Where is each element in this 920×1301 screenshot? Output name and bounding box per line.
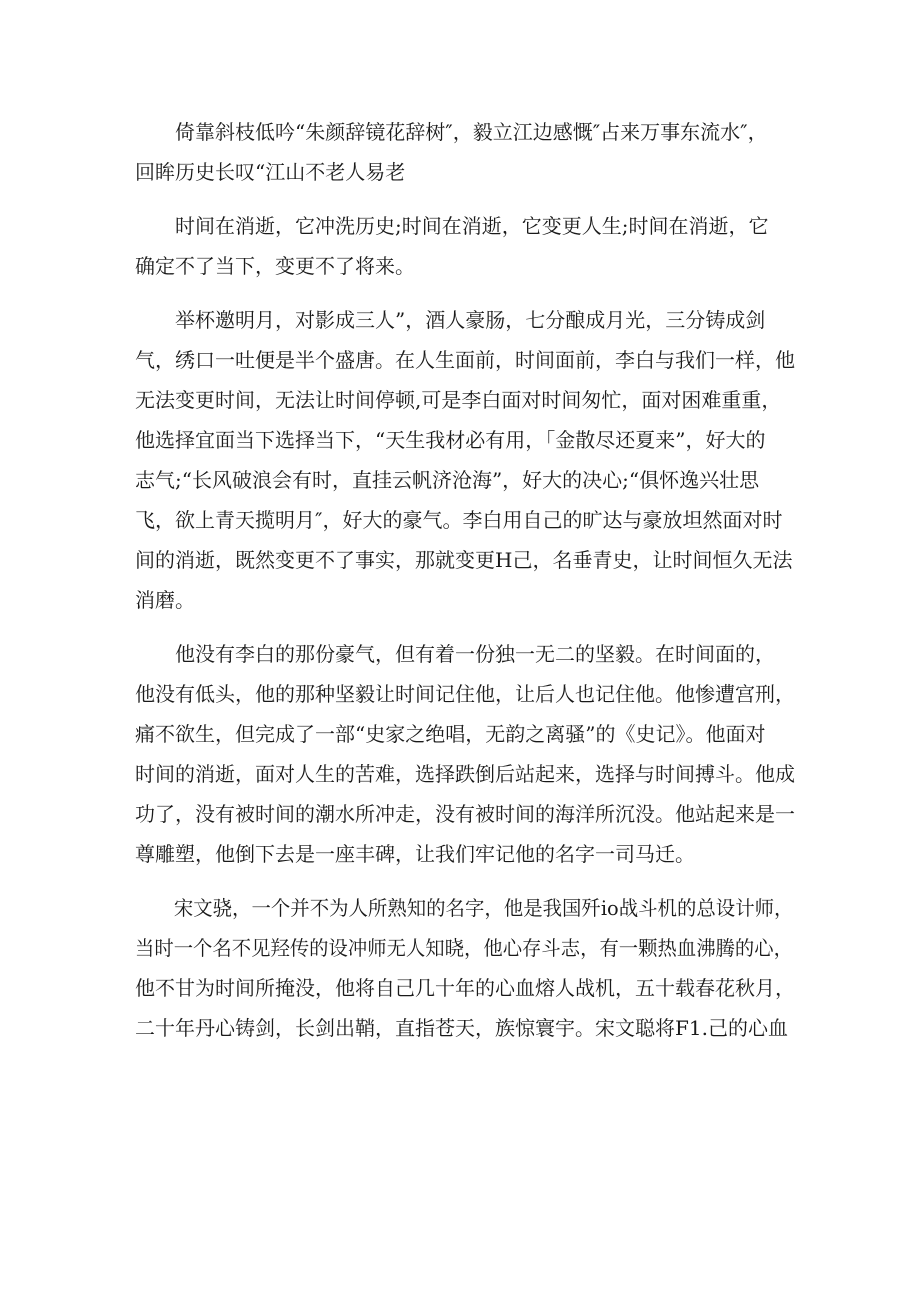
text-line: 回眸历史长叹“江山不老人易老: [135, 160, 406, 184]
text-line: 二十年丹心铸剑，长剑出鞘，直指苍天，族惊寰宇。宋文聪将F1.己的心血: [135, 1016, 788, 1040]
text-line: 间的消逝，既然变更不了事实，那就变更H己，名垂青史，让时间恒久无法: [135, 548, 793, 572]
document-body: [135, 112, 795, 1062]
text-line: 痛不欲生，但完成了一部“史家之绝唱，无韵之离骚”的《史记》。他面对: [135, 722, 766, 746]
text-line: 无法变更时间，无法让时间停顿,可是李白面对时间匆忙，面对困难重重，: [135, 388, 782, 412]
text-line: 确定不了当下，变更不了将来。: [135, 254, 415, 278]
text-line: 时间的消逝，面对人生的苦难，选择跌倒后站起来，选择与时间搏斗。他成: [135, 762, 795, 786]
text-line: 当时一个名不见羟传的设冲师无人知晓，他心存斗志，有一颗热血沸腾的心，: [135, 936, 793, 960]
text-line: 尊雕塑，他倒下去是一座丰碑，让我们牢记他的名字一司马迁。: [135, 842, 695, 866]
text-line: 志气;“长风破浪会有时，直挂云帆济沧海”，好大的决心;“俱怀逸兴壮思: [135, 468, 760, 492]
paragraph-2: [135, 206, 795, 286]
text-line: 举杯邀明月，对影成三人”，酒人豪肠，七分酿成月光，三分铸成剑: [175, 308, 766, 332]
paragraph-5: [135, 888, 795, 1048]
text-line: 飞，欲上青天揽明月″，好大的豪气。李白用自己的旷达与豪放坦然面对时: [135, 508, 783, 532]
text-line: 功了，没有被时间的潮水所冲走，没有被时间的海洋所沉没。他站起来是一: [135, 802, 795, 826]
text-line: 消磨。: [135, 588, 195, 612]
paragraph-3: [135, 300, 795, 620]
text-line: 他不甘为时间所掩没，他将自己几十年的心血熔人战机，五十载春花秋月，: [135, 976, 795, 1000]
paragraph-1: [135, 112, 795, 192]
text-line: 气，绣口一吐便是半个盛唐。在人生面前，时间面前，李白与我们一样，他: [135, 348, 795, 372]
paragraph-4: [135, 634, 795, 874]
text-line: 他选择宜面当下选择当下，“天生我材必有用，「金散尽还夏来”，好大的: [135, 428, 766, 452]
text-line: 他没有李白的那份豪气，但有着一份独一无二的坚毅。在时间面的，: [175, 642, 775, 666]
text-line: 时间在消逝，它冲洗历史;时间在消逝，它变更人生;时间在消逝，它: [175, 214, 769, 238]
text-line: 他没有低头，他的那种坚毅让时间记住他，让后人也记住他。他惨遭宫刑，: [135, 682, 795, 706]
text-line: 宋文骁，一个并不为人所熟知的名字，他是我国歼io战斗机的总设计师，: [173, 896, 794, 920]
text-line: 倚靠斜枝低吟“朱颜辞镜花辞树″，毅立江边感慨″占来万事东流水″，: [175, 120, 768, 144]
